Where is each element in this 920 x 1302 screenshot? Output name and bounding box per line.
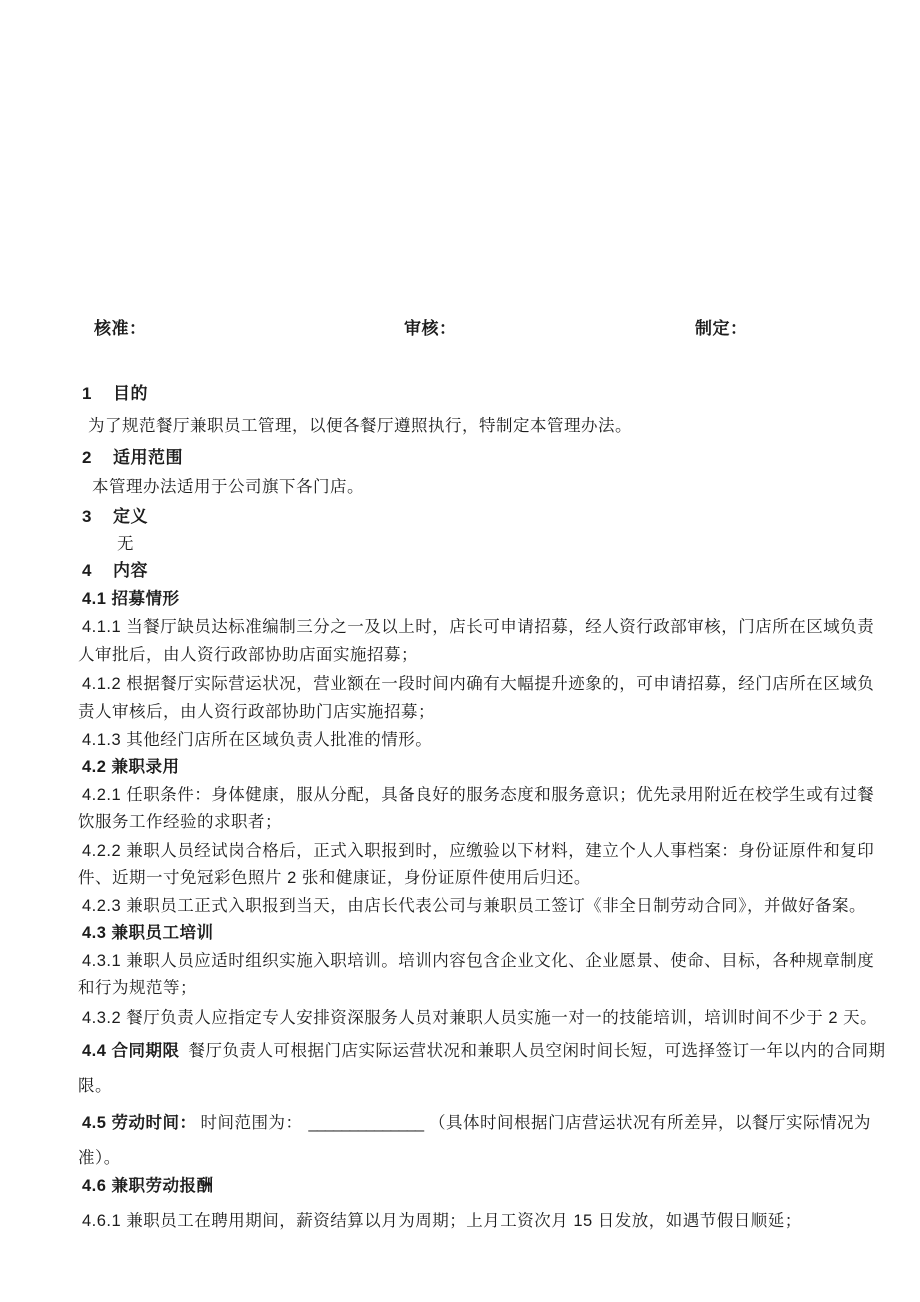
subsection-4-2-heading: 4.2 兼职录用 — [82, 758, 180, 776]
clause-4-2-1-line-1: 4.2.1 任职条件：身体健康，服从分配，具备良好的服务态度和服务意识；优先录用附近在校学生或有过餐 — [82, 786, 875, 804]
section-2-number: 2 — [82, 448, 92, 467]
clause-4-1-2-line-1: 4.1.2 根据餐厅实际营运状况，营业额在一段时间内确有大幅提升迹象的，可申请招募，经门店所在区域负 — [82, 675, 875, 693]
subsection-4-4-text: 餐厅负责人可根据门店实际运营状况和兼职人员空闲时间长短，可选择签订一年以内的合同期 — [188, 1042, 886, 1060]
clause-4-2-3: 4.2.3 兼职员工正式入职报到当天，由店长代表公司与兼职员工签订《非全日制劳动合同》，并做好备案。 — [82, 897, 867, 915]
section-2-body: 本管理办法适用于公司旗下各门店。 — [92, 478, 364, 496]
section-4-heading — [78, 557, 850, 585]
clause-4-6-1: 4.6.1 兼职员工在聘用期间，薪资结算以月为周期；上月工资次月 15 日发放，如遇节假日顺延； — [82, 1212, 802, 1230]
clause-4-3-2: 4.3.2 餐厅负责人应指定专人安排资深服务人员对兼职人员实施一对一的技能培训，培训时间不少于 2 天。 — [82, 1009, 878, 1027]
subsection-4-4-heading: 4.4 合同期限 — [82, 1042, 180, 1060]
section-3-heading — [78, 503, 850, 531]
clause-4-3-1-line-1: 4.3.1 兼职人员应适时组织实施入职培训。培训内容包含企业文化、企业愿景、使命、目标，各种规章制度 — [82, 952, 875, 970]
section-1-title: 目的 — [113, 384, 148, 403]
subsection-4-1-heading: 4.1 招募情形 — [82, 590, 180, 608]
clause-4-2-2-line-2: 件、近期一寸免冠彩色照片 2 张和健康证，身份证原件使用后归还。 — [78, 869, 591, 887]
review-label: 审核： — [404, 319, 457, 338]
subsection-4-4-line-2: 限。 — [78, 1077, 112, 1095]
subsection-4-4-line-1 — [78, 1037, 886, 1065]
section-4-title: 内容 — [113, 561, 148, 580]
establish-label: 制定： — [695, 319, 748, 338]
subsection-4-5-lead-text: 时间范围为： — [200, 1114, 303, 1132]
clause-4-2-1-line-2: 饮服务工作经验的求职者； — [78, 813, 282, 831]
subsection-4-5-line-2: 准）。 — [78, 1149, 121, 1167]
subsection-4-3-heading: 4.3 兼职员工培训 — [82, 924, 214, 942]
approval-row — [78, 315, 850, 343]
section-2-title: 适用范围 — [113, 448, 183, 467]
clause-4-1-3: 4.1.3 其他经门店所在区域负责人批准的情形。 — [82, 731, 433, 749]
subsection-4-5-line-1 — [78, 1109, 872, 1137]
approve-label: 核准： — [94, 319, 147, 338]
clause-4-1-1-line-1: 4.1.1 当餐厅缺员达标准编制三分之一及以上时，店长可申请招募，经人资行政部审核，门店所在区域负责 — [82, 618, 875, 636]
clause-4-1-2-line-2: 责人审核后，由人资行政部协助门店实施招募； — [78, 703, 435, 721]
section-1-body: 为了规范餐厅兼职员工管理，以便各餐厅遵照执行，特制定本管理办法。 — [88, 417, 632, 435]
clause-4-2-2-line-1: 4.2.2 兼职人员经试岗合格后，正式入职报到时，应缴验以下材料，建立个人人事档案：身份证原件和复印 — [82, 842, 875, 860]
subsection-4-6-heading: 4.6 兼职劳动报酬 — [82, 1177, 214, 1195]
section-4-number: 4 — [82, 561, 92, 580]
section-1-number: 1 — [82, 384, 92, 403]
subsection-4-5-heading: 4.5 劳动时间： — [82, 1114, 197, 1132]
section-3-body: 无 — [117, 535, 134, 553]
section-2-heading — [78, 444, 850, 472]
subsection-4-5-tail-text: （具体时间根据门店营运状况有所差异，以餐厅实际情况为 — [429, 1114, 872, 1132]
clause-4-1-1-line-2: 人审批后，由人资行政部协助店面实施招募； — [78, 646, 418, 664]
fill-in-blank-line: ______________ — [308, 1114, 424, 1132]
section-3-number: 3 — [82, 507, 92, 526]
section-3-title: 定义 — [113, 507, 148, 526]
clause-4-3-1-line-2: 和行为规范等； — [78, 979, 197, 997]
section-1-heading — [78, 380, 850, 408]
